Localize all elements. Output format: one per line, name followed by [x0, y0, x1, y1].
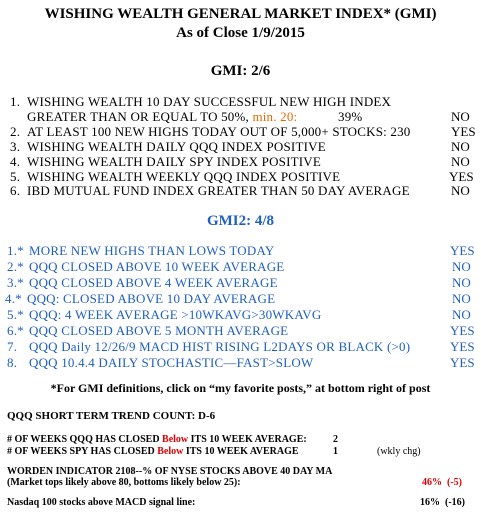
- gmi2-item-6-answer: YES: [450, 323, 475, 338]
- gmi2-item-4-num: 4.*: [5, 291, 22, 306]
- qqq-weeks-below: Below: [162, 434, 189, 445]
- gmi-item-1-line2: [27, 109, 297, 125]
- gmi2-item-3-answer: NO: [452, 275, 471, 290]
- gmi2-item-1-num: 1.*: [7, 243, 24, 258]
- gmi-footnote: *For GMI definitions, click on “my favorite posts,” at bottom right of post: [50, 381, 431, 395]
- gmi2-item-3-text: QQQ CLOSED ABOVE 4 WEEK AVERAGE: [29, 275, 278, 290]
- gmi-item-6-num: 6.: [10, 183, 21, 198]
- gmi2-item-7-text: QQQ Daily 12/26/9 MACD HIST RISING L2DAYS OR BLACK (>0): [29, 339, 411, 354]
- gmi-item-1-answer: NO: [451, 109, 470, 124]
- gmi-score: GMI: 2/6: [210, 63, 271, 79]
- gmi-item-5-num: 5.: [10, 169, 21, 184]
- gmi-item-1-text: GREATER THAN OR EQUAL TO 50%,: [27, 109, 253, 124]
- gmi2-item-8-answer: YES: [450, 355, 475, 370]
- gmi-item-4-num: 4.: [10, 154, 21, 169]
- gmi2-item-7-answer: YES: [450, 339, 475, 354]
- gmi2-item-2-num: 2.*: [7, 259, 24, 274]
- worden-change: (-5): [447, 477, 462, 488]
- gmi2-item-3-num: 3.*: [7, 275, 24, 290]
- gmi2-item-8-num: 8.: [7, 355, 18, 370]
- qqq-weeks-text-a: # OF WEEKS QQQ HAS CLOSED: [7, 434, 163, 445]
- worden-value: [422, 477, 462, 488]
- gmi2-item-1-text: MORE NEW HIGHS THAN LOWS TODAY: [29, 243, 275, 258]
- gmi-item-3-num: 3.: [10, 139, 21, 154]
- qqq-weeks-label: [7, 434, 307, 445]
- gmi-item-2-answer: YES: [451, 124, 476, 139]
- gmi2-item-4-answer: NO: [452, 291, 471, 306]
- gmi-item-1-value: 39%: [338, 109, 363, 124]
- worden-percent: 46%: [422, 477, 442, 488]
- gmi-item-3-answer: NO: [451, 139, 470, 154]
- gmi2-item-7-num: 7.: [7, 339, 18, 354]
- gmi2-item-6-text: QQQ CLOSED ABOVE 5 MONTH AVERAGE: [29, 323, 289, 338]
- gmi2-item-5-num: 5.*: [7, 307, 24, 322]
- spy-weeks-text-c: ITS 10 WEEK AVERAGE: [183, 446, 299, 457]
- gmi-item-6-answer: NO: [451, 183, 470, 198]
- gmi2-item-2-text: QQQ CLOSED ABOVE 10 WEEK AVERAGE: [29, 259, 285, 274]
- gmi-item-4-text: WISHING WEALTH DAILY SPY INDEX POSITIVE: [27, 154, 322, 169]
- gmi2-item-5-text: QQQ: 4 WEEK AVERAGE >10WKAVG>30WKAVG: [29, 307, 322, 322]
- spy-weeks-label: [7, 446, 299, 457]
- gmi2-item-2-answer: NO: [452, 259, 471, 274]
- nasdaq-macd-label: Nasdaq 100 stocks above MACD signal line:: [7, 497, 196, 508]
- gmi-item-6-text: IBD MUTUAL FUND INDEX GREATER THAN 50 DAY AVERAGE: [27, 183, 410, 198]
- gmi-item-1-line1: WISHING WEALTH 10 DAY SUCCESSFUL NEW HIGH INDEX: [27, 94, 392, 109]
- page-subtitle: As of Close 1/9/2015: [176, 25, 305, 41]
- gmi-item-1-num: 1.: [10, 94, 21, 109]
- spy-weeks-below: Below: [157, 446, 184, 457]
- nasdaq-macd-value: [420, 497, 465, 508]
- page-title: WISHING WEALTH GENERAL MARKET INDEX* (GMI): [44, 6, 437, 22]
- weekly-change-label: (wkly chg): [377, 446, 421, 457]
- trend-count: QQQ SHORT TERM TREND COUNT: D-6: [7, 410, 216, 422]
- gmi2-item-4-text: QQQ: CLOSED ABOVE 10 DAY AVERAGE: [27, 291, 276, 306]
- spy-weeks-text-a: # OF WEEKS SPY HAS CLOSED: [7, 446, 158, 457]
- nasdaq-percent: 16%: [420, 497, 440, 508]
- gmi2-score: GMI2: 4/8: [206, 213, 275, 229]
- gmi-item-2-text: AT LEAST 100 NEW HIGHS TODAY OUT OF 5,000+ STOCKS: 230: [27, 124, 411, 139]
- gmi-item-5-answer: YES: [449, 169, 474, 184]
- gmi2-item-6-num: 6.*: [7, 323, 24, 338]
- worden-indicator-title: WORDEN INDICATOR 2108--% OF NYSE STOCKS ABOVE 40 DAY MA: [7, 466, 333, 477]
- gmi-item-3-text: WISHING WEALTH DAILY QQQ INDEX POSITIVE: [27, 139, 326, 154]
- gmi-item-5-text: WISHING WEALTH WEEKLY QQQ INDEX POSITIVE: [27, 169, 341, 184]
- gmi2-item-5-answer: NO: [452, 307, 471, 322]
- gmi-item-2-num: 2.: [10, 124, 21, 139]
- worden-indicator-note: (Market tops likely above 80, bottoms likely below 25):: [7, 477, 241, 488]
- qqq-weeks-text-c: ITS 10 WEEK AVERAGE:: [188, 434, 307, 445]
- nasdaq-change: (-16): [445, 497, 465, 508]
- gmi-item-4-answer: NO: [451, 154, 470, 169]
- gmi-item-1-min: min. 20:: [252, 109, 298, 124]
- spy-weeks-value: 1: [333, 446, 338, 457]
- gmi2-item-8-text: QQQ 10.4.4 DAILY STOCHASTIC—FAST>SLOW: [29, 355, 314, 370]
- qqq-weeks-value: 2: [333, 434, 338, 445]
- gmi2-item-1-answer: YES: [450, 243, 475, 258]
